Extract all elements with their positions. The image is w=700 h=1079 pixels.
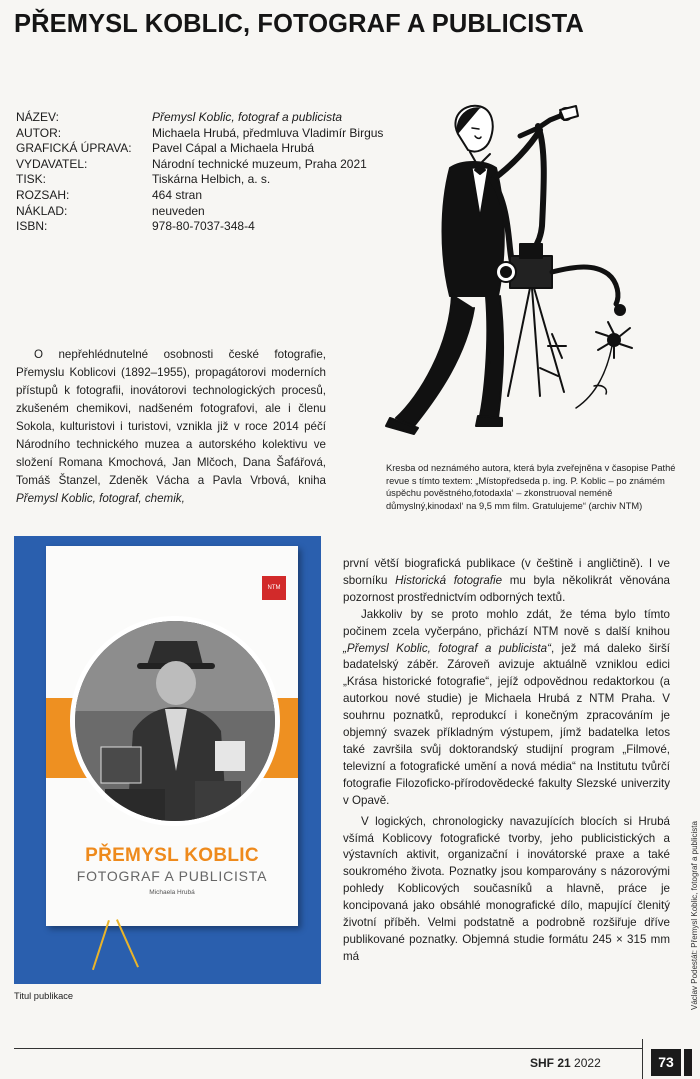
cover-photo-man: [75, 621, 275, 821]
body-paragraph: [343, 556, 670, 607]
meta-value: Tiskárna Helbich, a. s.: [152, 172, 271, 187]
meta-value: Přemysl Koblic, fotograf a publicista: [152, 110, 343, 124]
cover-author: Michaela Hrubá: [149, 889, 195, 896]
text-run: , jež má daleko širší badatelský záběr. Zároveň avizuje aktuálně vzniklou edici „Krása historické fotografie“, jejíž odpovědnou redaktorkou (a autorkou nové studie) je Michaela Hrubá z NTM Praha. V souhrnu poznatků, reprodukcí i konečným zpracováním je objemný svazek příkladným výstupem, jímž badatelka letos také završila svůj doktorandský studijní program „Filmové, televizní a fotografické umění a nová média“ na Institutu tvůrčí fotografie Filozoficko-přírodovědecké fakulty Slezské univerzity v Opavě.: [343, 641, 671, 807]
meta-row: [16, 125, 384, 142]
meta-row: [16, 110, 376, 126]
side-running-head: Václav Podestát: Přemysl Koblic, fotograf a publicista: [690, 821, 699, 1010]
meta-label: VYDAVATEL:: [16, 156, 88, 171]
intro-book-title: Přemysl Koblic, fotograf, chemik,: [16, 492, 185, 505]
meta-row: [16, 204, 376, 220]
text-run: Jakkoliv by se proto mohlo zdát, že téma bylo tímto počinem zcela vyčerpáno, přichází NTM nově s další knihou: [343, 607, 670, 638]
meta-value: neuveden: [152, 203, 205, 218]
text-italic: „Přemysl Koblic, fotograf a publicista“: [343, 641, 551, 655]
meta-label: ROZSAH:: [16, 187, 70, 202]
meta-row: [16, 188, 376, 204]
meta-label: TISK:: [16, 172, 47, 187]
cover-caption: Titul publikace: [14, 991, 74, 1001]
meta-value: 978-80-7037-348-4: [152, 219, 255, 234]
magazine-issue: 21: [557, 1056, 571, 1070]
meta-value: Národní technické muzeum, Praha 2021: [152, 156, 367, 171]
text-run: mu byla několikrát věnována pozornost prostřednictvím odborných textů.: [343, 573, 670, 604]
meta-row: [16, 219, 376, 235]
footer-magazine: [530, 1056, 601, 1070]
text-italic: Historická fotografie: [395, 573, 503, 587]
magazine-year: 2022: [574, 1056, 601, 1070]
footer-rule-vertical: [642, 1039, 643, 1079]
footer-rule: [14, 1048, 642, 1049]
intro-paragraph: [16, 346, 326, 508]
intro-text-run: O nepřehlédnutelné osobnosti české fotografie, Přemyslu Koblicovi (1892–1955), propagátorovi moderních přístupů k fotografii, inovátorovi technologických procesů, zkušeném chemikovi, nadšeném fotografovi, ale i členu Sokola, kulturistovi i turistovi, vznikla již v roce 2014 péčí Národního technického muzea a autorského kolektivu ve složení Romana Kmochová, Jan Mlčoch, Dana Šafářová, Tomáš Štanzel, Zdeněk Vácha a Pavla Vrbová, kniha: [16, 348, 326, 487]
body-paragraph: V logických, chronologicky navazujících blocích si Hrubá všímá Koblicovy fotografické tvorby, jeho publicistických a výstavních aktivit, organizační i inovátorské praxe a také soukromého života. Poznatky jsou komparovány s názorovými pohledy Koblicových současníků a hlavně, práce je koncipovaná jako obsáhlé monografické dílo, mapující členitý životní příběh. Velmi podstatně a podrobně rozšiřuje dříve publikované poznatky. Objemná studie formátu 245 × 315 mm má: [343, 814, 670, 963]
text-run: první větší biografická publikace (v češtině i angličtině). I ve sborníku: [343, 557, 670, 587]
meta-label: GRAFICKÁ ÚPRAVA:: [16, 141, 132, 156]
meta-row: [16, 157, 376, 173]
cover-subtitle: FOTOGRAF A PUBLICISTA: [76, 868, 268, 884]
meta-value: 464 stran: [152, 187, 203, 202]
meta-value: Pavel Cápal a Michaela Hrubá: [152, 141, 315, 156]
meta-row: [16, 172, 376, 188]
book-metadata: [16, 110, 384, 235]
meta-label: NÁKLAD:: [16, 203, 68, 218]
article-body: [343, 556, 670, 966]
meta-label: NÁZEV:: [16, 110, 59, 124]
meta-label: ISBN:: [16, 219, 48, 234]
cover-title: PŘEMYSL KOBLIC: [85, 845, 259, 866]
page-title: PŘEMYSL KOBLIC, FOTOGRAF A PUBLICISTA: [14, 10, 584, 38]
meta-label: AUTOR:: [16, 125, 62, 140]
ntm-logo: NTM: [262, 576, 286, 600]
magazine-name: SHF: [530, 1056, 554, 1070]
body-paragraph: [343, 607, 670, 810]
meta-value: Michaela Hrubá, předmluva Vladimír Birgus: [152, 125, 384, 140]
footer-tab: [684, 1049, 692, 1076]
cover-photo: [70, 616, 280, 826]
book-cover: [46, 546, 298, 926]
meta-row: [16, 141, 376, 157]
intro-text: [16, 346, 326, 508]
page-number: 73: [651, 1049, 681, 1076]
cartoon-caption: Kresba od neznámého autora, která byla zveřejněna v časopise Pathé revue s tímto textem: „Místopředseda p. ing. P. Koblic – po známém úspěchu pověstného‚fotodaxla‘ – zkonstruoval neméně důmyslný‚kinodaxl‘ na 9,5 mm film. Gratulujeme“ (archiv NTM): [386, 463, 676, 511]
cartoon-illustration: [380, 96, 680, 454]
